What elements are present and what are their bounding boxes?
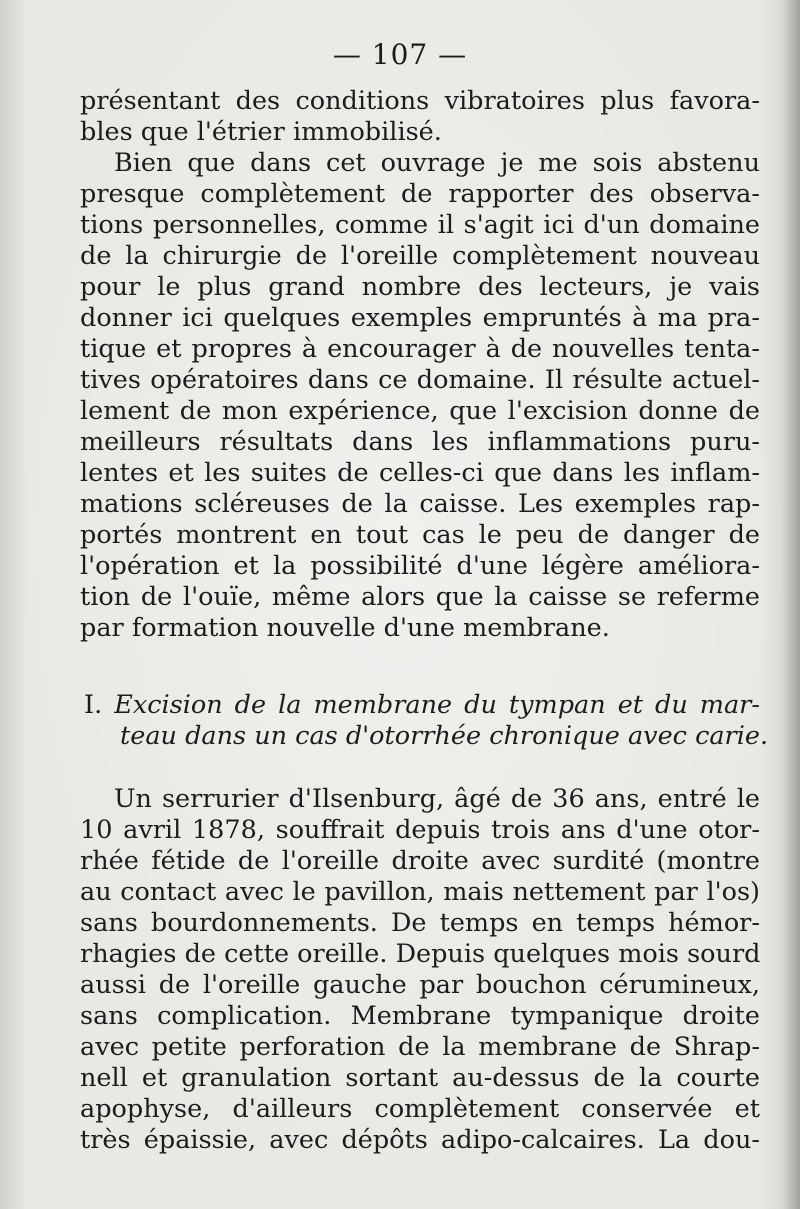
paragraph-main <box>80 148 760 644</box>
text-line: de la chirurgie de l'oreille complètement nouveau <box>80 241 760 271</box>
section-heading <box>84 690 769 752</box>
paragraph-continuation <box>80 86 760 148</box>
text-line: donner ici quelques exemples empruntés à ma pra- <box>80 303 760 333</box>
text-line: au contact avec le pavillon, mais nettement par l'os) <box>80 877 760 907</box>
text-line: tives opératoires dans ce domaine. Il résulte actuel- <box>80 365 760 395</box>
page-edge-shadow <box>782 0 800 1209</box>
text-line: aussi de l'oreille gauche par bouchon cérumineux, <box>80 970 760 1000</box>
text-line: pour le plus grand nombre des lecteurs, je vais <box>80 272 760 302</box>
text-line: lentes et les suites de celles-ci que dans les inflam- <box>80 458 760 488</box>
text-line: meilleurs résultats dans les inflammations puru- <box>80 427 760 457</box>
page-number: — 107 — <box>332 38 468 71</box>
text-line: avec petite perforation de la membrane de Shrap- <box>80 1032 760 1062</box>
heading-number: I. <box>84 690 103 720</box>
heading-line: teau dans un cas d'otorrhée chronique avec carie. <box>120 721 769 751</box>
text-line: tions personnelles, comme il s'agit ici d'un domaine <box>80 210 760 240</box>
text-line: tion de l'ouïe, même alors que la caisse se referme <box>80 582 760 612</box>
text-line: rhée fétide de l'oreille droite avec surdité (montre <box>80 846 760 876</box>
text-line: présentant des conditions vibratoires plus favora- <box>80 86 760 116</box>
text-line: sans complication. Membrane tympanique droite <box>80 1001 760 1031</box>
text-line: sans bourdonnements. De temps en temps hémor- <box>80 908 760 938</box>
text-line: mations scléreuses de la caisse. Les exemples rap- <box>80 489 760 519</box>
text-line: rhagies de cette oreille. Depuis quelques mois sourd <box>80 939 761 969</box>
heading-line <box>84 690 760 721</box>
text-line: Un serrurier d'Ilsenburg, âgé de 36 ans, entré le <box>114 784 760 814</box>
text-line: portés montrent en tout cas le peu de danger de <box>80 520 760 550</box>
text-line: apophyse, d'ailleurs complètement conservée et <box>80 1094 760 1124</box>
text-line: tique et propres à encourager à de nouvelles tenta- <box>80 334 760 364</box>
text-line: par formation nouvelle d'une membrane. <box>80 613 610 643</box>
text-line: bles que l'étrier immobilisé. <box>80 117 442 147</box>
text-line: lement de mon expérience, que l'excision donne de <box>80 396 760 426</box>
paragraph-case <box>80 784 760 1156</box>
text-line: 10 avril 1878, souffrait depuis trois ans d'une otor- <box>80 815 760 845</box>
text-line: nell et granulation sortant au-dessus de la courte <box>80 1063 760 1093</box>
text-line: Bien que dans cet ouvrage je me sois abstenu <box>114 148 760 178</box>
heading-text: Excision de la membrane du tympan et du mar- <box>114 690 760 720</box>
text-line: très épaissie, avec dépôts adipo-calcaires. La dou- <box>80 1125 760 1155</box>
text-line: l'opération et la possibilité d'une légère améliora- <box>80 551 760 581</box>
text-line: presque complètement de rapporter des observa- <box>80 179 760 209</box>
